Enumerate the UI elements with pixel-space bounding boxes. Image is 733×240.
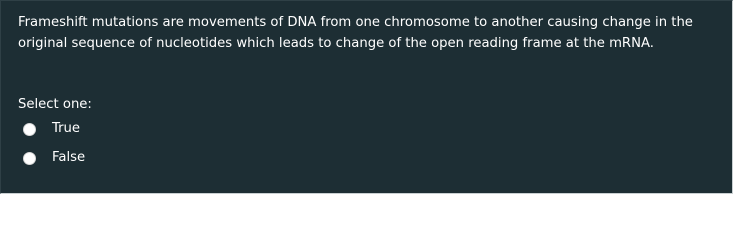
radio-true[interactable]	[23, 123, 36, 136]
select-one-prompt: Select one:	[18, 97, 92, 112]
radio-false[interactable]	[23, 152, 36, 165]
option-false[interactable]	[23, 149, 85, 167]
option-true[interactable]	[23, 120, 80, 138]
option-false-label[interactable]: False	[52, 150, 86, 165]
option-true-label[interactable]: True	[52, 121, 81, 136]
question-text: Frameshift mutations are movements of DNA from one chromosome to another causing change in the original sequence of nucleotides which leads to change of the open reading frame at the mRNA.	[18, 15, 693, 51]
